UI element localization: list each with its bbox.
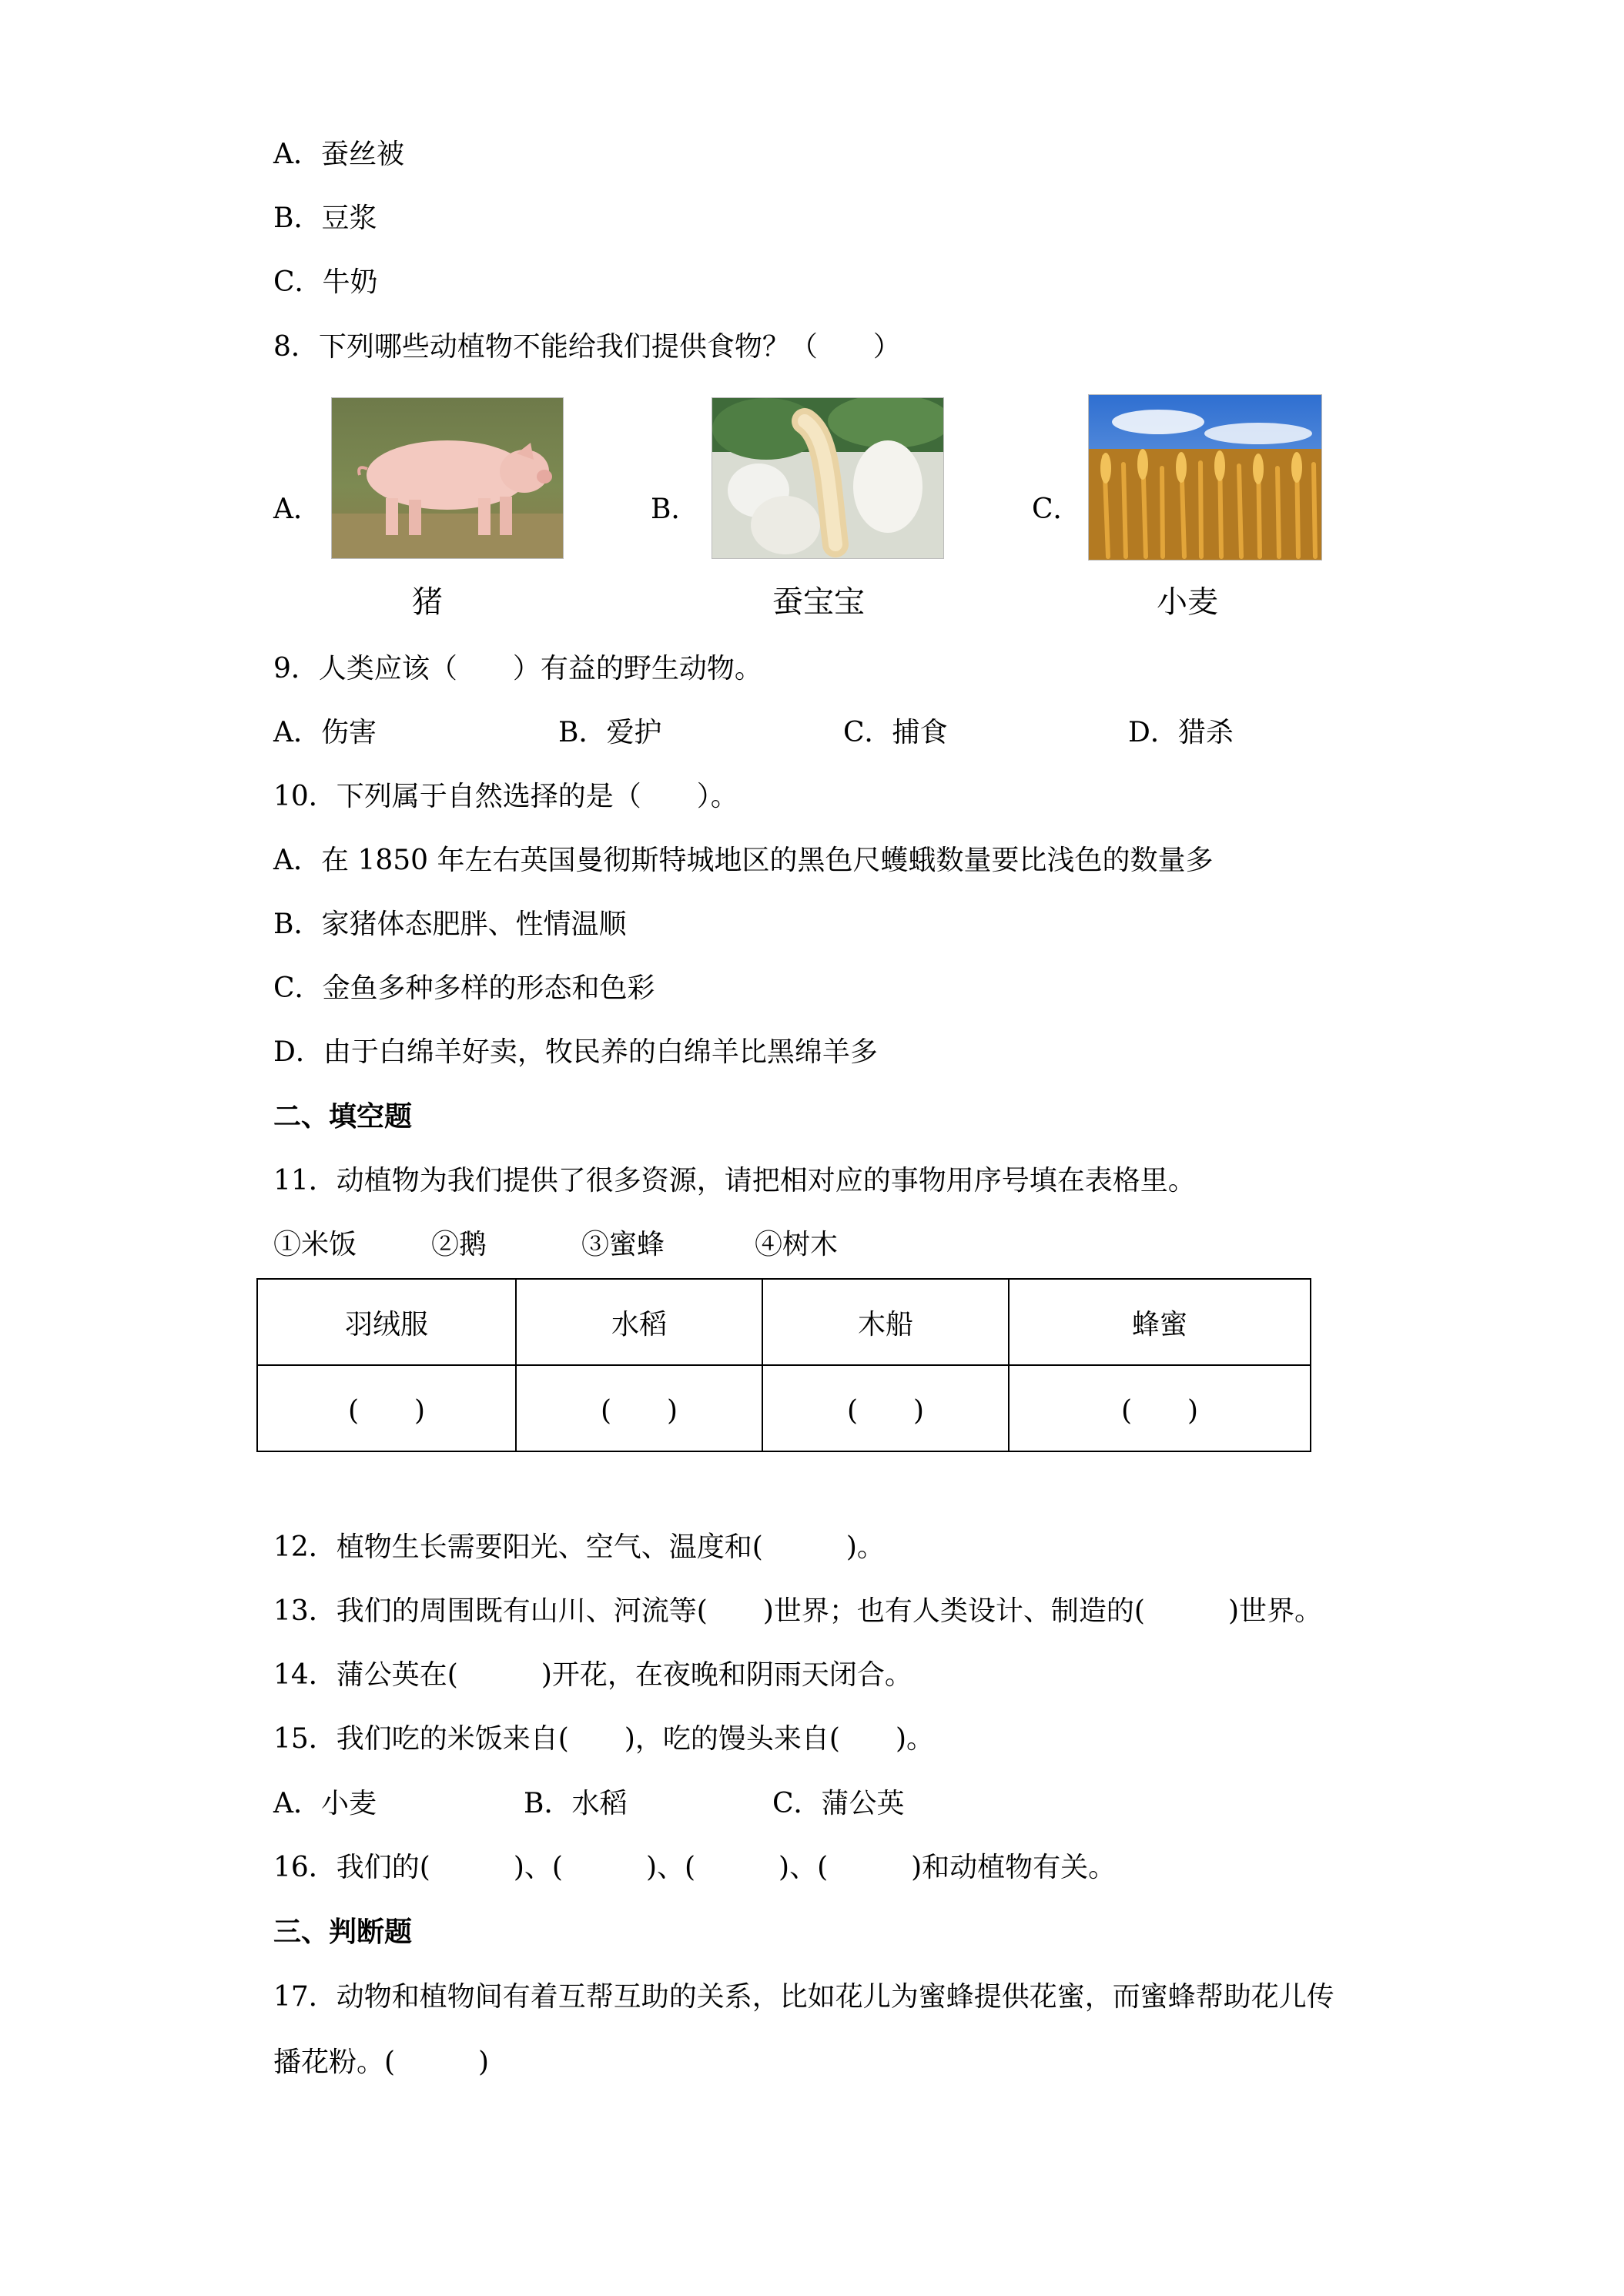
q13-text: 13．我们的周围既有山川、河流等( )世界；也有人类设计、制造的( )世界。: [273, 1595, 1322, 1627]
q8-stem: 8．下列哪些动植物不能给我们提供食物？（ ）: [273, 331, 901, 363]
q10-option-b: B．家猪体态肥胖、性情温顺: [273, 909, 627, 940]
q11-answer-table: [256, 1278, 1311, 1452]
q9-stem: 9．人类应该（ ）有益的野生动物。: [273, 653, 762, 684]
table-row: [257, 1365, 1311, 1451]
q11-stem: 11．动植物为我们提供了很多资源，请把相对应的事物用序号填在表格里。: [273, 1165, 1196, 1197]
q8-silkworm-image: [712, 397, 944, 559]
q15-option-b: B．水稻: [524, 1788, 628, 1819]
q11-items: [273, 1227, 1428, 1263]
q15-stem: 15．我们吃的米饭来自( )，吃的馒头来自( )。: [273, 1723, 934, 1755]
q15-option-a: A．小麦: [273, 1788, 377, 1819]
q12-text: 12．植物生长需要阳光、空气、温度和( )。: [273, 1531, 885, 1563]
table-blank-cell[interactable]: ( ): [762, 1365, 1009, 1451]
q8-option-a-caption: 猪: [412, 584, 443, 620]
q7-option-a: A．蚕丝被: [273, 139, 404, 170]
table-blank-cell[interactable]: ( ): [516, 1365, 762, 1451]
q14-text: 14．蒲公英在( )开花，在夜晚和阴雨天闭合。: [273, 1659, 912, 1691]
q8-option-b-caption: 蚕宝宝: [772, 584, 865, 620]
q9-option-a: A．伤害: [273, 717, 377, 748]
q8-wheat-image: [1088, 394, 1322, 561]
q9-option-b: B．爱护: [558, 717, 662, 748]
q8-option-b-letter: B．: [651, 494, 699, 525]
q9-options: [273, 715, 1428, 751]
q16-text: 16．我们的( )、( )、( )、( )和动植物有关。: [273, 1852, 1117, 1883]
table-header-wooden-boat: 木船: [762, 1279, 1009, 1365]
table-header-rice: 水稻: [516, 1279, 762, 1365]
q10-stem: 10．下列属于自然选择的是（ ）。: [273, 781, 738, 812]
table-row: [257, 1279, 1311, 1365]
section-fill-blank-heading: 二、填空题: [273, 1101, 413, 1133]
q15-options: [273, 1786, 1428, 1822]
q8-option-c-caption: 小麦: [1157, 584, 1218, 620]
table-header-honey: 蜂蜜: [1009, 1279, 1311, 1365]
q11-item-3: ③蜜蜂: [581, 1229, 665, 1260]
q15-option-c: C．蒲公英: [772, 1788, 905, 1819]
q10-option-d: D．由于白绵羊好卖，牧民养的白绵羊比黑绵羊多: [273, 1036, 878, 1068]
table-header-down-jacket: 羽绒服: [257, 1279, 516, 1365]
q9-option-d: D．猎杀: [1128, 717, 1234, 748]
q9-option-c: C．捕食: [843, 717, 948, 748]
q17-line1: 17．动物和植物间有着互帮互助的关系，比如花儿为蜜蜂提供花蜜，而蜜蜂帮助花儿传: [273, 1981, 1334, 2013]
table-blank-cell[interactable]: ( ): [257, 1365, 516, 1451]
q8-pig-image: [331, 397, 564, 559]
q8-option-a-letter: A．: [273, 494, 321, 525]
q11-item-2: ②鹅: [431, 1229, 487, 1260]
q10-option-a: A．在 1850 年左右英国曼彻斯特城地区的黑色尺蠖蛾数量要比浅色的数量多: [273, 845, 1214, 876]
q11-item-1: ①米饭: [273, 1229, 357, 1260]
q17-line2: 播花粉。( ): [273, 2047, 490, 2078]
section-true-false-heading: 三、判断题: [273, 1916, 413, 1948]
q7-option-b: B．豆浆: [273, 202, 377, 234]
table-blank-cell[interactable]: ( ): [1009, 1365, 1311, 1451]
q7-option-c: C．牛奶: [273, 266, 378, 298]
q10-option-c: C．金鱼多种多样的形态和色彩: [273, 972, 655, 1004]
q11-item-4: ④树木: [755, 1229, 839, 1260]
q8-option-c-letter: C．: [1032, 494, 1081, 525]
